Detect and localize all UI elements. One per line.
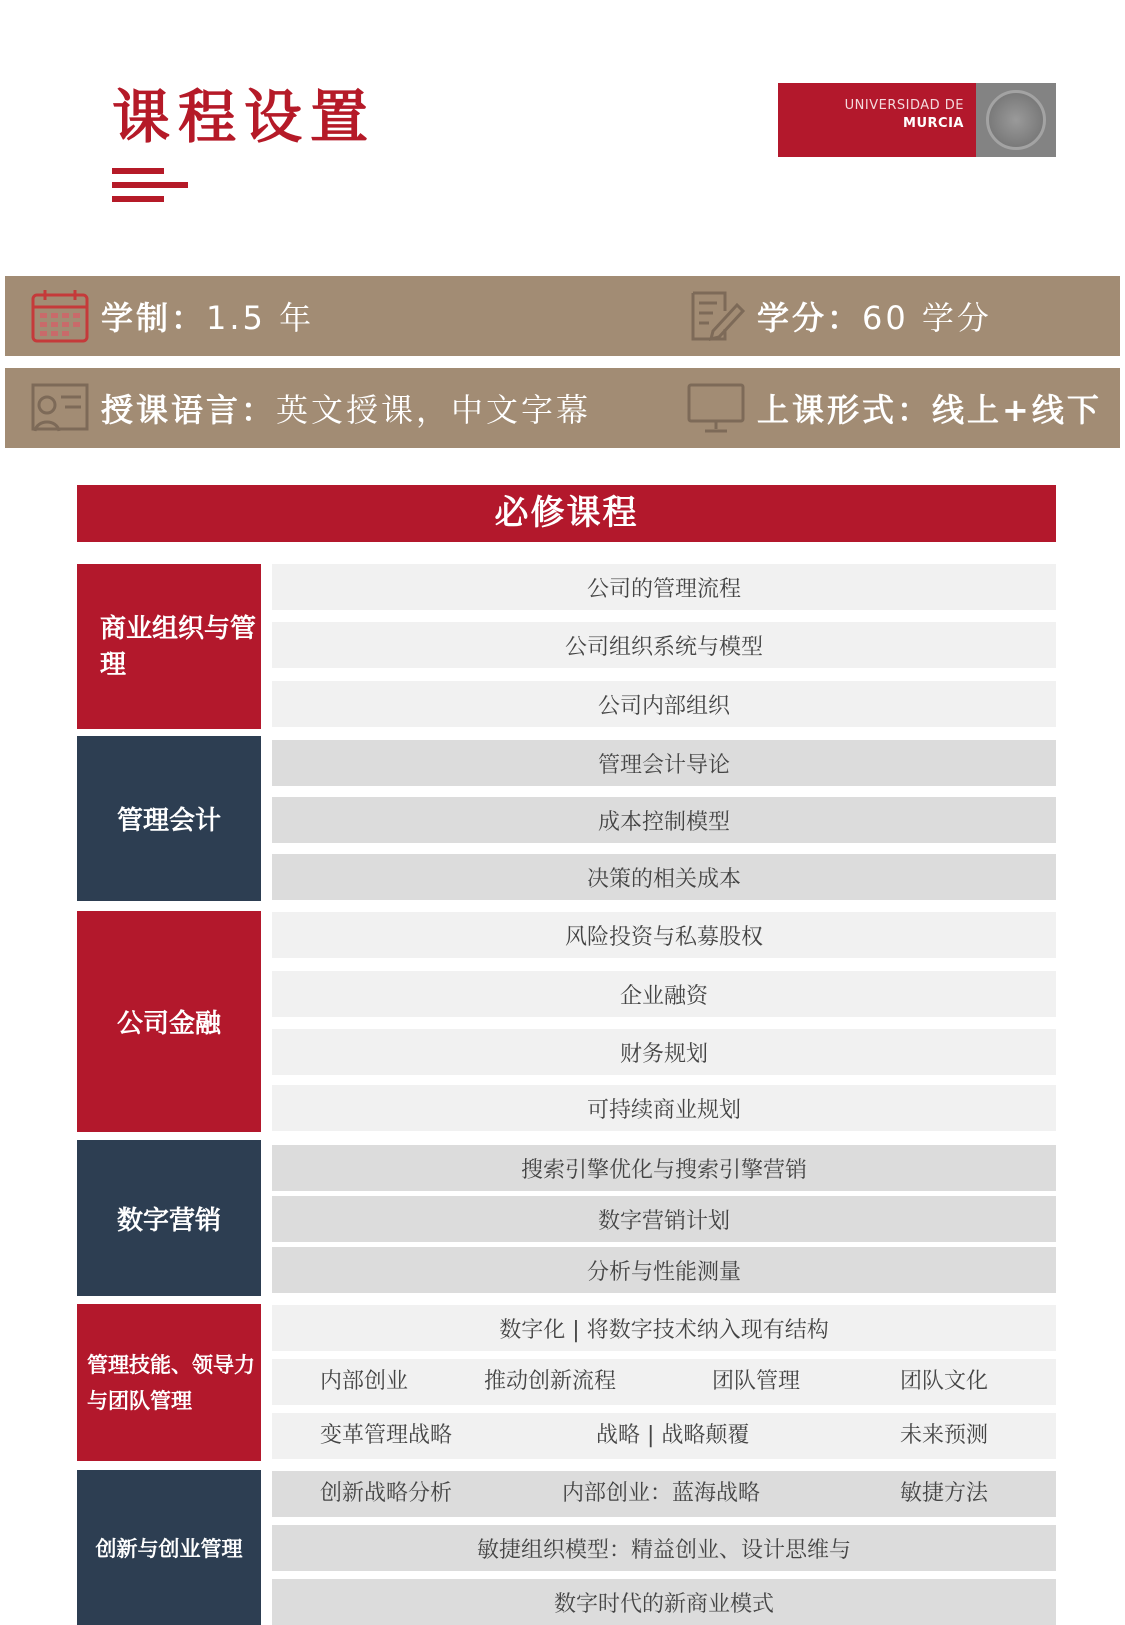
course-cell: 团队文化 <box>900 1369 989 1394</box>
edit-document-icon <box>685 287 747 345</box>
category-digital-marketing: 数字营销 <box>77 1140 261 1296</box>
language-info <box>29 368 591 448</box>
duration-info <box>29 276 314 356</box>
calendar-icon <box>29 287 91 345</box>
required-courses-header: 必修课程 <box>77 485 1056 542</box>
course-cell: 内部创业：蓝海战略 <box>562 1481 761 1506</box>
info-band-duration-credits <box>5 276 1120 356</box>
format-label: 上课形式： <box>757 391 933 429</box>
course-row: 决策的相关成本 <box>272 854 1056 900</box>
category-management-skills-leadership: 管理技能、领导力与团队管理 <box>77 1304 261 1461</box>
info-band-language-format <box>5 368 1120 448</box>
course-row: 成本控制模型 <box>272 797 1056 843</box>
course-row: 数字时代的新商业模式 <box>272 1579 1056 1625</box>
course-cell: 创新战略分析 <box>320 1481 453 1506</box>
duration-value: 1.5 年 <box>206 299 315 337</box>
title-decoration-lines <box>112 168 188 210</box>
course-row: 数字化 | 将数字技术纳入现有结构 <box>272 1305 1056 1351</box>
category-innovation-entrepreneurship: 创新与创业管理 <box>77 1470 261 1625</box>
credits-label: 学分： <box>757 299 863 337</box>
credits-info <box>685 276 992 356</box>
university-seal-icon <box>986 90 1046 150</box>
course-row-multi <box>272 1471 1056 1517</box>
course-row-multi <box>272 1413 1056 1459</box>
category-management-accounting: 管理会计 <box>77 736 261 901</box>
credits-value: 60 学分 <box>862 299 992 337</box>
course-row: 风险投资与私募股权 <box>272 912 1056 958</box>
instructor-icon <box>29 379 91 437</box>
logo-line-2: MURCIA <box>903 116 964 131</box>
format-value: 线上+线下 <box>932 391 1102 429</box>
course-row: 可持续商业规划 <box>272 1085 1056 1131</box>
duration-label: 学制： <box>101 299 207 337</box>
course-row: 数字营销计划 <box>272 1196 1056 1242</box>
course-cell: 变革管理战略 <box>320 1423 453 1448</box>
course-row: 管理会计导论 <box>272 740 1056 786</box>
course-row: 公司内部组织 <box>272 681 1056 727</box>
course-cell: 未来预测 <box>900 1423 989 1448</box>
course-row-multi <box>272 1359 1056 1405</box>
course-cell: 推动创新流程 <box>484 1369 617 1394</box>
course-row: 财务规划 <box>272 1029 1056 1075</box>
page-title: 课程设置 <box>112 83 377 151</box>
course-row: 企业融资 <box>272 971 1056 1017</box>
format-info <box>685 368 1102 448</box>
category-corporate-finance: 公司金融 <box>77 911 261 1132</box>
course-row: 搜索引擎优化与搜索引擎营销 <box>272 1145 1056 1191</box>
category-business-organization: 商业组织与管理 <box>77 564 261 729</box>
language-label: 授课语言： <box>101 391 277 429</box>
course-cell: 团队管理 <box>712 1369 801 1394</box>
course-cell: 战略 | 战略颠覆 <box>596 1423 750 1448</box>
course-row: 公司组织系统与模型 <box>272 622 1056 668</box>
language-value: 英文授课，中文字幕 <box>276 391 592 429</box>
course-cell: 内部创业 <box>320 1369 409 1394</box>
course-row: 公司的管理流程 <box>272 564 1056 610</box>
monitor-icon <box>685 379 747 437</box>
course-row: 敏捷组织模型：精益创业、设计思维与 <box>272 1525 1056 1571</box>
logo-line-1: UNIVERSIDAD DE <box>844 98 964 113</box>
course-row: 分析与性能测量 <box>272 1247 1056 1293</box>
course-cell: 敏捷方法 <box>900 1481 989 1506</box>
university-logo <box>778 83 1056 157</box>
